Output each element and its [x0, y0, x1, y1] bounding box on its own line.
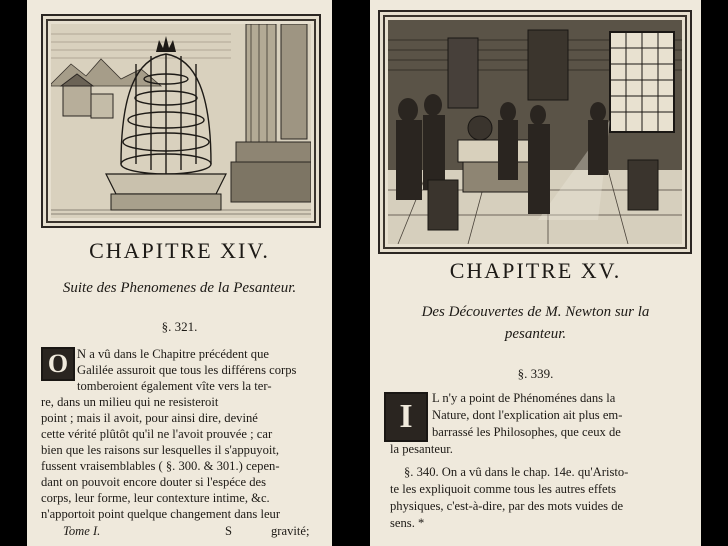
text-line: dant on pouvoit encore douter si l'espéce des: [41, 475, 267, 489]
drop-cap: O: [41, 347, 75, 381]
chapter-subtitle-line2: pesanteur.: [504, 326, 567, 342]
right-page: [370, 0, 701, 546]
text-line: L n'y a point de Phénoménes dans la: [432, 391, 616, 405]
newton-room-illustration: [388, 20, 682, 244]
section-number: §. 339.: [517, 366, 554, 381]
text-line: physiques, c'est-à-dire, par des mots vuides de: [390, 499, 624, 513]
text-line: corps, leur forme, leur contexture intime, &c.: [41, 491, 270, 505]
drop-cap: I: [384, 392, 428, 442]
footer-signature: S: [225, 524, 233, 538]
text-line: sens. *: [390, 516, 425, 530]
text-line: Nature, dont l'explication ait plus em-: [432, 408, 623, 422]
footer-tome: Tome I.: [63, 524, 101, 538]
chapter-title: CHAPITRE XV.: [449, 258, 622, 283]
chapter-subtitle: Suite des Phenomenes de la Pesanteur.: [62, 280, 297, 296]
text-line: la pesanteur.: [390, 442, 453, 456]
bell-cage-illustration: [51, 24, 311, 218]
engraving-newton-room: [378, 10, 692, 254]
section-number: §. 321.: [161, 319, 198, 334]
text-line: bien que les raisons sur lesquelles il s'appuyoit,: [41, 443, 280, 457]
footer-catchword: gravité;: [271, 524, 310, 538]
chapter-title: CHAPITRE XIV.: [89, 238, 270, 263]
text-line: cette vérité plûtôt qu'il ne l'avoit prouvée ; car: [41, 427, 273, 441]
left-page: [27, 0, 332, 546]
engraving-bell-cage: [41, 14, 321, 228]
text-line: te les expliquoit comme tous les autres effets: [390, 482, 617, 496]
text-line: fussent vraisemblables ( §. 300. & 301.) cepen-: [41, 459, 280, 473]
text-line: barrassé les Philosophes, que ceux de: [432, 425, 621, 439]
text-line: Galilée assuroit que tous les différens corps: [77, 363, 297, 377]
text-line: N a vû dans le Chapitre précédent que: [77, 347, 269, 361]
text-line: re, dans un milieu qui ne resisteroit: [41, 395, 219, 409]
text-line: point ; mais il avoit, pour ainsi dire, deviné: [41, 411, 258, 425]
text-line: n'apportoit point quelque changement dans leur: [41, 507, 281, 521]
text-line: tomberoient également vîte vers la ter-: [77, 379, 272, 393]
chapter-subtitle-line1: Des Découvertes de M. Newton sur la: [421, 304, 650, 320]
text-line: §. 340. On a vû dans le chap. 14e. qu'Aristo-: [404, 465, 629, 479]
